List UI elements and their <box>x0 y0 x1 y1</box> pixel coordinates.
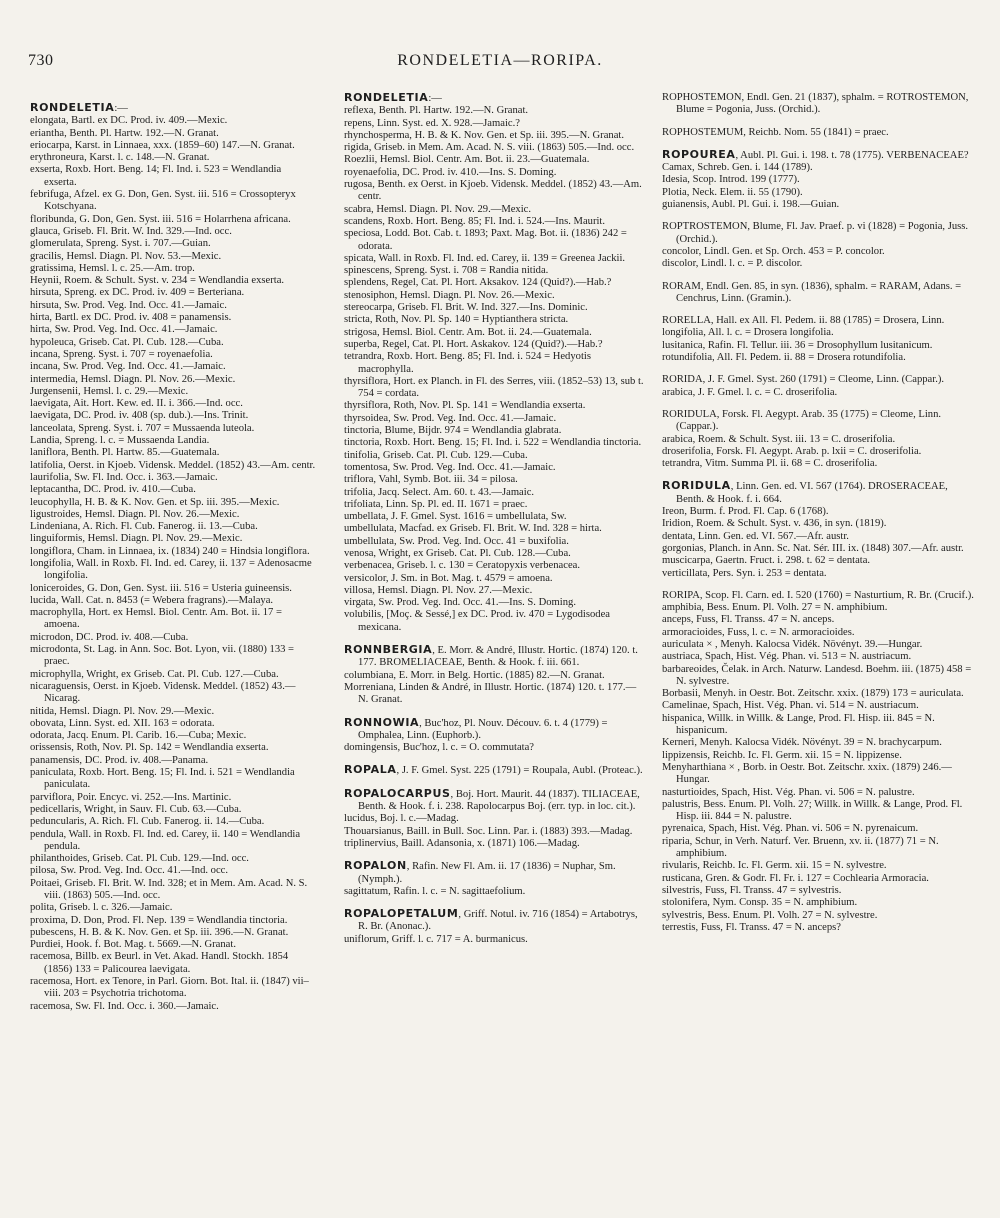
species-entry: terrestis, Fuss, Fl. Transs. 47 = N. anceps? <box>662 921 842 933</box>
species-entry: Morreniana, Linden & André, in Illustr. Hortic. (1874) 120. t. 177.—N. Granat. <box>344 681 637 706</box>
species-entry: glomerulata, Spreng. Syst. i. 707.—Guian. <box>30 238 211 250</box>
species-entry: odorata, Jacq. Enum. Pl. Carib. 16.—Cuba; Mexic. <box>30 730 247 742</box>
species-entry: armoracioides, Fuss, l. c. = N. armoracioides. <box>662 626 855 638</box>
genus-heading <box>662 281 976 306</box>
species-entry: Menyharthiana × , Borb. in Oestr. Bot. Zeitschr. xxix. (1879) 246.—Hungar. <box>662 761 952 786</box>
species-entry: villosa, Hemsl. Diagn. Pl. Nov. 27.—Mexic. <box>344 584 533 596</box>
species-entry: pyrenaica, Spach, Hist. Vég. Phan. vi. 506 = N. pyrenaicum. <box>662 823 919 835</box>
species-entry: laevigata, Ait. Hort. Kew. ed. II. i. 366.—Ind. occ. <box>30 398 243 410</box>
species-entry: triplinervius, Baill. Adansonia, x. (1871) 106.—Madag. <box>344 837 580 849</box>
species-entry: hispanica, Willk. in Willk. & Lange, Prod. Fl. Hisp. iii. 845 = N. hispanicum. <box>662 712 935 737</box>
species-entry: auriculata × , Menyh. Kalocsa Vidék. Növényt. 39.—Hungar. <box>662 638 923 650</box>
species-entry: tinctoria, Roxb. Hort. Beng. 15; Fl. Ind. i. 522 = Wendlandia tinctoria. <box>344 437 642 449</box>
species-entry: sylvestris, Bess. Enum. Pl. Volh. 27 = N. sylvestre. <box>662 909 878 921</box>
species-entry: guianensis, Aubl. Pl. Gui. i. 198.—Guian. <box>662 199 840 211</box>
genus-citation: , Rafin. New Fl. Am. ii. 17 (1836) = Nuphar, Sm. (Nymph.). <box>358 861 616 885</box>
genus-block <box>344 644 644 706</box>
genus-block <box>662 590 976 934</box>
genus-heading <box>662 590 976 602</box>
genus-block <box>662 281 976 306</box>
species-entry: Camax, Schreb. Gen. i. 144 (1789). <box>662 162 813 174</box>
genus-citation: RORIDA, J. F. Gmel. Syst. 260 (1791) = Cleome, Linn. (Cappar.). <box>662 374 945 386</box>
species-entry: spinescens, Spreng. Syst. i. 708 = Randia nitida. <box>344 265 549 277</box>
species-entry: Borbasii, Menyh. in Oestr. Bot. Zeitschr. xxix. (1879) 173 = auriculata. <box>662 688 964 700</box>
page-number: 730 <box>28 52 54 69</box>
species-entry: strigosa, Hemsl. Biol. Centr. Am. Bot. ii. 24.—Guatemala. <box>344 326 592 338</box>
column-left <box>30 102 316 1198</box>
species-entry: peduncularis, A. Rich. Fl. Cub. Fanerog. ii. 14.—Cuba. <box>30 816 265 828</box>
species-entry: thyrsiflora, Roth, Nov. Pl. Sp. 141 = Wendlandia exserta. <box>344 400 586 412</box>
species-entry: Ireon, Burm. f. Prod. Fl. Cap. 6 (1768). <box>662 506 829 518</box>
species-entry: Heynii, Roem. & Schult. Syst. v. 234 = Wendlandia exserta. <box>30 275 285 287</box>
species-entry: laurifolia, Sw. Fl. Ind. Occ. i. 363.—Jamaic. <box>30 471 218 483</box>
species-entry: arabica, Roem. & Schult. Syst. iii. 13 = C. droserifolia. <box>662 433 896 445</box>
genus-block <box>344 860 644 898</box>
species-entry: ligustroides, Hemsl. Diagn. Pl. Nov. 26.—Mexic. <box>30 508 240 520</box>
genus-citation: RORIDULA, Forsk. Fl. Aegypt. Arab. 35 (1775) = Cleome, Linn. (Cappar.). <box>662 408 942 433</box>
species-entry: polita, Griseb. l. c. 326.—Jamaic. <box>30 902 173 914</box>
species-entry: stereocarpa, Griseb. Fl. Brit. W. Ind. 327.—Ins. Dominic. <box>344 302 588 314</box>
species-entry: silvestris, Fuss, Fl. Transs. 47 = sylvestris. <box>662 884 842 896</box>
species-entry: columbiana, E. Morr. in Belg. Hortic. (1885) 82.—N. Granat. <box>344 669 605 681</box>
species-entry: trifolia, Jacq. Select. Am. 60. t. 43.—Jamaic. <box>344 486 535 498</box>
species-entry: proxima, D. Don, Prod. Fl. Nep. 139 = Wendlandia tinctoria. <box>30 914 288 926</box>
species-entry: spicata, Wall. in Roxb. Fl. Ind. ed. Carey, ii. 139 = Greenea Jackii. <box>344 252 626 264</box>
species-entry: versicolor, J. Sm. in Bot. Mag. t. 4579 = amoena. <box>344 572 553 584</box>
species-entry: Idesia, Scop. Introd. 199 (1777). <box>662 174 800 186</box>
genus-citation: , J. F. Gmel. Syst. 225 (1791) = Roupala, Aubl. (Proteac.). <box>396 765 643 777</box>
species-entry: laniflora, Benth. Pl. Hartw. 85.—Guatemala. <box>30 447 220 459</box>
genus-heading <box>662 315 976 327</box>
genus-name: ROPALOPETALUM <box>344 907 459 921</box>
species-entry: stolonifera, Nym. Consp. 35 = N. amphibium. <box>662 897 858 909</box>
species-entry: orissensis, Roth, Nov. Pl. Sp. 142 = Wendlandia exserta. <box>30 742 269 754</box>
running-head: RONDELETIA—RORIPA. <box>397 52 603 69</box>
species-entry: splendens, Regel, Cat. Pl. Hort. Aksakov. 124 (Quid?).—Hab.? <box>344 277 612 289</box>
species-entry: sagittatum, Rafin. l. c. = N. sagittaefolium. <box>344 885 526 897</box>
species-entry: leptacantha, DC. Prod. iv. 410.—Cuba. <box>30 484 196 496</box>
species-entry: microdonta, St. Lag. in Ann. Soc. Bot. Lyon, vii. (1880) 133 = praec. <box>30 644 295 668</box>
genus-citation: RORELLA, Hall. ex All. Fl. Pedem. ii. 88 (1785) = Drosera, Linn. <box>662 315 945 327</box>
species-entry: philanthoides, Griseb. Cat. Pl. Cub. 129.—Ind. occ. <box>30 853 249 865</box>
genus-citation: , E. Morr. & André, Illustr. Hortic. (1874) 120. t. 177. BROMELIACEAE, Benth. & Hook. f. iii. 661. <box>358 645 638 669</box>
species-entry: microphylla, Wright, ex Griseb. Cat. Pl. Cub. 127.—Cuba. <box>30 668 279 680</box>
species-entry: parviflora, Poir. Encyc. vi. 252.—Ins. Martinic. <box>30 791 232 803</box>
genus-citation: , Boj. Hort. Maurit. 44 (1837). TILIACEAE, Benth. & Hook. f. i. 238. Rapolocarpus Boj. (err. typ. in loc. cit.). <box>358 788 640 813</box>
species-entry: hirsuta, Spreng. ex DC. Prod. iv. 409 = Berteriana. <box>30 287 245 299</box>
genus-block <box>344 908 644 946</box>
species-entry: nasturtioides, Spach, Hist. Vég. Phan. vi. 506 = N. palustre. <box>662 786 915 798</box>
species-entry: floribunda, G. Don, Gen. Syst. iii. 516 = Holarrhena africana. <box>30 213 291 225</box>
genus-citation: , Griff. Notul. iv. 716 (1854) = Artabotrys, R. Br. (Anonac.). <box>358 909 638 933</box>
species-entry: palustris, Bess. Enum. Pl. Volh. 27; Willk. in Willk. & Lange, Prod. Fl. Hisp. iii. 844 = N. palustre. <box>662 798 963 823</box>
species-entry: scabra, Hemsl. Diagn. Pl. Nov. 29.—Mexic. <box>344 203 532 215</box>
species-entry: discolor, Lindl. l. c. = P. discolor. <box>662 258 803 270</box>
species-entry: pedicellaris, Wright, in Sauv. Fl. Cub. 63.—Cuba. <box>30 803 242 815</box>
species-entry: longiflora, Cham. in Linnaea, ix. (1834) 240 = Hindsia longiflora. <box>30 545 310 557</box>
species-entry: rotundifolia, All. Fl. Pedem. ii. 88 = Drosera rotundifolia. <box>662 352 906 364</box>
genus-name: RORIDULA <box>662 479 731 493</box>
species-entry: rugosa, Benth. ex Oerst. in Kjoeb. Vidensk. Meddel. (1852) 43.—Am. centr. <box>344 179 642 203</box>
species-entry: tomentosa, Sw. Prod. Veg. Ind. Occ. 41.—Jamaic. <box>344 461 556 473</box>
species-entry: virgata, Sw. Prod. Veg. Ind. Occ. 41.—Ins. S. Doming. <box>344 597 576 609</box>
genus-citation: :— <box>428 93 442 104</box>
genus-block <box>662 374 976 399</box>
species-entry: trifoliata, Linn. Sp. Pl. ed. II. 1671 = praec. <box>344 498 528 510</box>
species-entry: Camelinae, Spach, Hist. Vég. Phan. vi. 514 = N. austriacum. <box>662 700 919 712</box>
species-entry: nicaraguensis, Oerst. in Kjoeb. Vidensk. Meddel. (1852) 43.—Nicarag. <box>30 680 296 705</box>
species-entry: lippizensis, Reichb. Ic. Fl. Germ. xii. 15 = N. lippizense. <box>662 749 902 761</box>
species-entry: hirsuta, Sw. Prod. Veg. Ind. Occ. 41.—Jamaic. <box>30 299 227 311</box>
species-entry: hirta, Sw. Prod. Veg. Ind. Occ. 41.—Jamaic. <box>30 324 218 336</box>
species-entry: verbenacea, Griseb. l. c. 130 = Ceratopyxis verbenacea. <box>344 560 580 572</box>
species-entry: Jurgensenii, Hemsl. l. c. 29.—Mexic. <box>30 385 189 397</box>
genus-heading <box>344 764 644 777</box>
species-entry: elongata, Bartl. ex DC. Prod. iv. 409.—Mexic. <box>30 115 228 127</box>
species-entry: hirta, Bartl. ex DC. Prod. iv. 408 = panamensis. <box>30 312 232 324</box>
species-entry: microdon, DC. Prod. iv. 408.—Cuba. <box>30 631 189 643</box>
genus-citation: ROPHOSTEMON, Endl. Gen. 21 (1837), sphalm. = ROTROSTEMON, Blume = Pogonia, Juss. (Orchid.). <box>662 92 969 116</box>
genus-name: RONDELETIA <box>344 92 429 104</box>
genus-block <box>662 221 976 270</box>
species-entry: paniculata, Roxb. Hort. Beng. 15; Fl. Ind. i. 521 = Wendlandia paniculata. <box>30 767 295 791</box>
genus-heading <box>30 102 316 115</box>
species-entry: lanceolata, Spreng. Syst. i. 707 = Mussaenda luteola. <box>30 422 255 434</box>
genus-block <box>662 315 976 364</box>
species-entry: nitida, Hemsl. Diagn. Pl. Nov. 29.—Mexic. <box>30 705 215 717</box>
species-entry: repens, Linn. Syst. ed. X. 928.—Jamaic.? <box>344 117 520 129</box>
species-entry: stenosiphon, Hemsl. Diagn. Pl. Nov. 26.—Mexic. <box>344 289 555 301</box>
species-entry: concolor, Lindl. Gen. et Sp. Orch. 453 = P. concolor. <box>662 245 885 257</box>
genus-citation: RORAM, Endl. Gen. 85, in syn. (1836), sphalm. = RARAM, Adans. = Cenchrus, Linn. (Gramin.). <box>662 280 962 304</box>
species-entry: tinctoria, Blume, Bijdr. 974 = Wendlandia glabrata. <box>344 425 562 437</box>
species-entry: venosa, Wright, ex Griseb. Cat. Pl. Cub. 128.—Cuba. <box>344 547 571 559</box>
species-entry: lusitanica, Rafin. Fl. Tellur. iii. 36 = Drosophyllum lusitanicum. <box>662 339 933 351</box>
species-entry: intermedia, Hemsl. Diagn. Pl. Nov. 26.—Mexic. <box>30 373 236 385</box>
genus-heading <box>344 92 644 105</box>
species-entry: rusticana, Gren. & Godr. Fl. Fr. i. 127 = Cochlearia Armoracia. <box>662 872 929 884</box>
species-entry: umbellulata, Sw. Prod. Veg. Ind. Occ. 41 = buxifolia. <box>344 535 569 547</box>
species-entry: droserifolia, Forsk. Fl. Aegypt. Arab. p. lxii = C. droserifolia. <box>662 445 922 457</box>
species-entry: latifolia, Oerst. in Kjoeb. Vidensk. Meddel. (1852) 43.—Am. centr. <box>30 459 316 471</box>
species-entry: tinifolia, Griseb. Cat. Pl. Cub. 129.—Cuba. <box>344 449 528 461</box>
column-right <box>662 92 976 1198</box>
genus-citation: RORIPA, Scop. Fl. Carn. ed. I. 520 (1760) = Nasturtium, R. Br. (Crucif.). <box>662 589 974 601</box>
genus-heading <box>662 92 976 117</box>
species-entry: incana, Sw. Prod. Veg. Ind. Occ. 41.—Jamaic. <box>30 361 226 373</box>
species-entry: glauca, Griseb. Fl. Brit. W. Ind. 329.—Ind. occ. <box>30 225 232 237</box>
species-entry: linguiformis, Hemsl. Diagn. Pl. Nov. 29.—Mexic. <box>30 533 243 545</box>
species-entry: eriantha, Benth. Pl. Hartw. 192.—N. Granat. <box>30 127 219 139</box>
genus-name: ROPALA <box>344 763 397 777</box>
genus-heading <box>662 480 976 506</box>
genus-citation: , Aubl. Pl. Gui. i. 198. t. 78 (1775). VERBENACEAE? <box>735 149 969 161</box>
genus-block <box>662 149 976 211</box>
genus-heading <box>662 149 976 162</box>
species-entry: Iridion, Roem. & Schult. Syst. v. 436, in syn. (1819). <box>662 518 887 530</box>
species-entry: umbellulata, Macfad. ex Griseb. Fl. Brit. W. Ind. 328 = hirta. <box>344 523 602 535</box>
genus-heading <box>344 717 644 743</box>
species-entry: speciosa, Lodd. Bot. Cab. t. 1893; Paxt. Mag. Bot. ii. (1836) 242 = odorata. <box>344 228 627 252</box>
species-entry: Poitaei, Griseb. Fl. Brit. W. Ind. 328; et in Mem. Am. Acad. N. S. viii. (1863) 505.—Ind. occ. <box>30 877 308 901</box>
species-entry: rigida, Griseb. in Mem. Am. Acad. N. S. viii. (1863) 505.—Ind. occ. <box>344 142 635 154</box>
species-entry: pilosa, Sw. Prod. Veg. Ind. Occ. 41.—Ind. occ. <box>30 865 229 877</box>
species-entry: obovata, Linn. Syst. ed. XII. 163 = odorata. <box>30 717 215 729</box>
species-entry: thyrsoidea, Sw. Prod. Veg. Ind. Occ. 41.—Jamaic. <box>344 412 557 424</box>
species-entry: macrophylla, Hort. ex Hemsl. Biol. Centr. Am. Bot. ii. 17 = amoena. <box>30 607 282 631</box>
species-entry: racemosa, Billb. ex Beurl. in Vet. Akad. Handl. Stockh. 1854 (1856) 133 = Palicourea laevigata. <box>30 951 289 975</box>
species-entry: laevigata, DC. Prod. iv. 408 (sp. dub.).—Ins. Trinit. <box>30 410 249 422</box>
genus-heading <box>344 908 644 934</box>
page-header <box>28 52 972 76</box>
genus-citation: , Buc'hoz, Pl. Nouv. Découv. 6. t. 4 (1779) = Omphalea, Linn. (Euphorb.). <box>358 717 608 741</box>
species-entry: Roezlii, Hemsl. Biol. Centr. Am. Bot. ii. 23.—Guatemala. <box>344 154 590 166</box>
genus-name: RONNOWIA <box>344 715 420 729</box>
species-entry: racemosa, Sw. Fl. Ind. Occ. i. 360.—Jamaic. <box>30 1000 219 1012</box>
species-entry: austriaca, Spach, Hist. Vég. Phan. vi. 513 = N. austriacum. <box>662 651 912 663</box>
genus-name: ROPOUREA <box>662 147 736 161</box>
genus-block <box>30 102 316 1013</box>
genus-block <box>344 764 644 777</box>
species-entry: leucophylla, H. B. & K. Nov. Gen. et Sp. iii. 395.—Mexic. <box>30 496 280 508</box>
genus-name: RONNBERGIA <box>344 643 433 657</box>
genus-name: ROPALOCARPUS <box>344 786 451 800</box>
species-entry: gorgonias, Planch. in Ann. Sc. Nat. Sér. III. ix. (1848) 307.—Afr. austr. <box>662 542 964 554</box>
genus-block <box>344 92 644 634</box>
species-entry: rhynchosperma, H. B. & K. Nov. Gen. et Sp. iii. 395.—N. Granat. <box>344 129 625 141</box>
species-entry: racemosa, Hort. ex Tenore, in Parl. Giorn. Bot. Ital. ii. (1847) vii–viii. 203 = Psychotria trichotoma. <box>30 976 309 1000</box>
species-entry: uniflorum, Griff. l. c. 717 = A. burmanicus. <box>344 933 528 945</box>
species-entry: reflexa, Benth. Pl. Hartw. 192.—N. Granat. <box>344 105 529 117</box>
genus-name: ROPALON <box>344 859 407 873</box>
genus-heading <box>344 644 644 670</box>
species-entry: domingensis, Buc'hoz, l. c. = O. commutata? <box>344 742 534 754</box>
species-entry: Lindeniana, A. Rich. Fl. Cub. Fanerog. ii. 13.—Cuba. <box>30 521 258 533</box>
species-entry: rivularis, Reichb. Ic. Fl. Germ. xii. 15 = N. sylvestre. <box>662 860 887 872</box>
genus-name: RONDELETIA <box>30 102 115 114</box>
species-entry: Landia, Spreng. l. c. = Mussaenda Landia. <box>30 435 210 447</box>
species-entry: longifolia, Wall. in Roxb. Fl. Ind. ed. Carey, ii. 137 = Adenosacme longifolia. <box>30 557 312 582</box>
species-entry: scandens, Roxb. Hort. Beng. 85; Fl. Ind. i. 524.—Ins. Maurit. <box>344 215 606 227</box>
species-entry: exserta, Roxb. Hort. Beng. 14; Fl. Ind. i. 523 = Wendlandia exserta. <box>30 164 282 188</box>
species-entry: panamensis, DC. Prod. iv. 408.—Panama. <box>30 754 209 766</box>
genus-block <box>662 409 976 470</box>
species-entry: Kerneri, Menyh. Kalocsa Vidék. Növényt. 39 = N. brachycarpum. <box>662 737 942 749</box>
species-entry: incana, Spreng. Syst. i. 707 = royenaefolia. <box>30 348 213 360</box>
species-entry: Purdiei, Hook. f. Bot. Mag. t. 5669.—N. Granat. <box>30 939 236 951</box>
species-entry: febrifuga, Afzel. ex G. Don, Gen. Syst. iii. 516 = Crossopteryx Kotschyana. <box>30 189 296 213</box>
species-entry: lucida, Wall. Cat. n. 8453 (= Webera fragrans).—Malaya. <box>30 594 274 606</box>
species-entry: verticillata, Pers. Syn. i. 253 = dentata. <box>662 567 827 579</box>
column-middle <box>344 92 644 1198</box>
species-entry: pendula, Wall. in Roxb. Fl. Ind. ed. Carey, ii. 140 = Wendlandia pendula. <box>30 828 301 852</box>
genus-citation: :— <box>114 103 128 114</box>
species-entry: amphibia, Bess. Enum. Pl. Volh. 27 = N. amphibium. <box>662 602 888 614</box>
species-entry: triflora, Vahl, Symb. Bot. iii. 34 = pilosa. <box>344 474 518 486</box>
genus-block <box>662 127 976 139</box>
species-entry: thyrsiflora, Hort. ex Planch. in Fl. des Serres, viii. (1852–53) 13, sub t. 754 = cordata. <box>344 375 644 400</box>
species-entry: tetrandra, Vitm. Summa Pl. ii. 68 = C. droserifolia. <box>662 458 878 470</box>
genus-citation: , Linn. Gen. ed. VI. 567 (1764). DROSERACEAE, Benth. & Hook. f. i. 664. <box>676 481 948 505</box>
genus-heading <box>662 374 976 386</box>
species-entry: dentata, Linn. Gen. ed. VI. 567.—Afr. austr. <box>662 530 849 542</box>
species-entry: volubilis, [Moç. & Sessé,] ex DC. Prod. iv. 470 = Lygodisodea mexicana. <box>344 609 610 633</box>
species-entry: Thouarsianus, Baill. in Bull. Soc. Linn. Par. i. (1883) 393.—Madag. <box>344 825 633 837</box>
species-entry: muscicarpa, Gaertn. Fruct. i. 298. t. 62 = dentata. <box>662 555 871 567</box>
species-entry: hypoleuca, Griseb. Cat. Pl. Cub. 128.—Cuba. <box>30 336 224 348</box>
genus-citation: ROPHOSTEMUM, Reichb. Nom. 55 (1841) = praec. <box>662 126 889 138</box>
genus-block <box>344 788 644 850</box>
species-entry: superba, Regel, Cat. Pl. Hort. Askakov. 124 (Quid?).—Hab.? <box>344 338 603 350</box>
genus-block <box>662 92 976 117</box>
species-entry: stricta, Roth, Nov. Pl. Sp. 140 = Hyptianthera stricta. <box>344 314 569 326</box>
species-entry: longifolia, All. l. c. = Drosera longifolia. <box>662 327 834 339</box>
species-entry: gracilis, Hemsl. Diagn. Pl. Nov. 53.—Mexic. <box>30 250 222 262</box>
species-entry: lucidus, Boj. l. c.—Madag. <box>344 813 459 825</box>
genus-block <box>344 717 644 755</box>
species-entry: arabica, J. F. Gmel. l. c. = C. droserifolia. <box>662 386 838 398</box>
species-entry: tetrandra, Roxb. Hort. Beng. 85; Fl. Ind. i. 524 = Hedyotis macrophylla. <box>344 351 591 375</box>
genus-heading <box>344 788 644 814</box>
genus-heading <box>344 860 644 886</box>
genus-citation: ROPTROSTEMON, Blume, Fl. Jav. Praef. p. vi (1828) = Pogonia, Juss. (Orchid.). <box>662 221 969 245</box>
genus-heading <box>662 221 976 246</box>
species-entry: barbareoides, Čelak. in Arch. Naturw. Landesd. Boehm. iii. (1875) 458 = N. sylvestre. <box>662 663 972 687</box>
genus-heading <box>662 127 976 139</box>
species-entry: anceps, Fuss, Fl. Transs. 47 = N. anceps. <box>662 614 835 626</box>
genus-heading <box>662 409 976 434</box>
species-entry: erythroneura, Karst. l. c. 148.—N. Granat. <box>30 152 210 164</box>
species-entry: royenaefolia, DC. Prod. iv. 410.—Ins. S. Doming. <box>344 166 557 178</box>
species-entry: Plotia, Neck. Elem. ii. 55 (1790). <box>662 186 803 198</box>
species-entry: eriocarpa, Karst. in Linnaea, xxx. (1859–60) 147.—N. Granat. <box>30 139 295 151</box>
species-entry: gratissima, Hemsl. l. c. 25.—Am. trop. <box>30 262 195 274</box>
species-entry: riparia, Schur, in Verh. Naturf. Ver. Bruenn, xv. ii. (1877) 71 = N. amphibium. <box>662 835 939 860</box>
species-entry: umbellata, J. F. Gmel. Syst. 1616 = umbellulata, Sw. <box>344 511 567 523</box>
species-entry: pubescens, H. B. & K. Nov. Gen. et Sp. iii. 396.—N. Granat. <box>30 926 289 938</box>
species-entry: loniceroides, G. Don, Gen. Syst. iii. 516 = Usteria guineensis. <box>30 582 292 594</box>
genus-block <box>662 480 976 579</box>
